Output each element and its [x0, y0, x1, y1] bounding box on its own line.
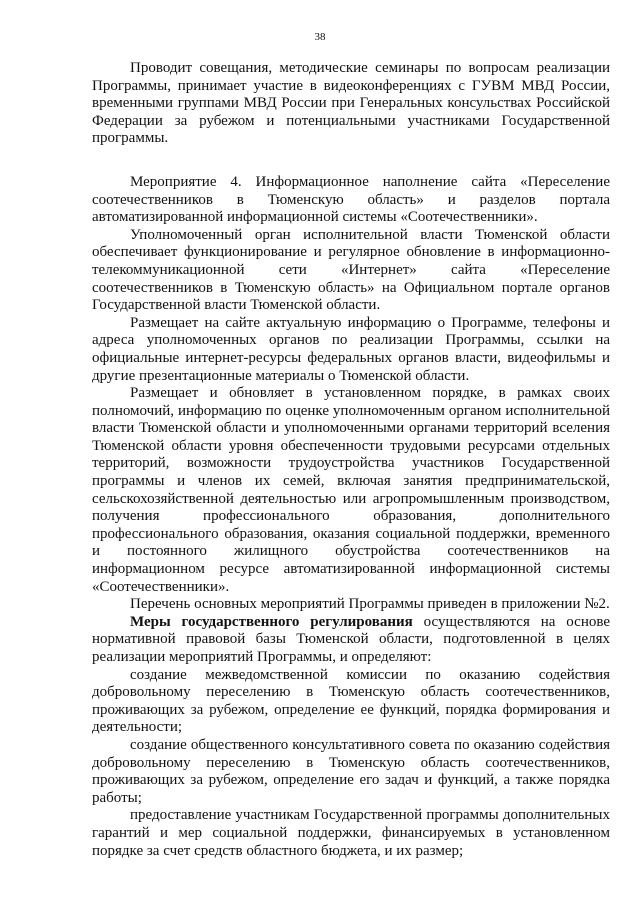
paragraph-additional-guarantees: предоставление участникам Государственной программы дополнительных гарантий и мер социальной поддержки, финансируемых в установленном порядке за счет средств областного бюджета, и их размер; [92, 807, 610, 859]
paragraph-gap [92, 148, 610, 174]
document-body [92, 60, 610, 860]
paragraph-measure-4: Мероприятие 4. Информационное наполнение сайта «Переселение соотечественников в Тюменскую область» и разделов портала автоматизированной информационной системы «Соотечественники». [92, 173, 610, 226]
paragraph-site-info: Размещает на сайте актуальную информацию о Программе, телефоны и адреса уполномоченных органов по реализации Программы, ссылки на официальные интернет-ресурсы федеральных органов власти, видеофильмы и другие презентационные материалы о Тюменской области. [92, 314, 610, 384]
paragraph-authorized-body: Уполномоченный орган исполнительной власти Тюменской области обеспечивает функционирование и регулярное обновление в информационно-телекоммуникационной сети «Интернет» сайта «Переселение соотечественников в Тюменскую область» на Официальном портале органов Государственной власти Тюменской области. [92, 226, 610, 314]
paragraph-list-of-measures: Перечень основных мероприятий Программы приведен в приложении №2. [130, 596, 610, 613]
paragraph-meetings: Проводит совещания, методические семинары по вопросам реализации Программы, принимает участие в видеоконференциях с ГУВМ МВД России, временными группами МВД России при Генеральных консульствах Российской Федерации за рубежом и потенциальными участниками Государственной программы. [92, 60, 610, 147]
state-regulation-text: осуществляются на основе нормативной правовой базы Тюменской области, подготовленной в целях реализации мероприятий Программы, и определяют: [92, 613, 610, 665]
paragraph-advisory-council: создание общественного консультативного совета по оказанию содействия добровольному переселению в Тюменскую область соотечественников, проживающих за рубежом, определение его задач и функций, а также порядка работы; [92, 736, 610, 806]
state-regulation-heading: Меры государственного регулирования [130, 613, 413, 630]
page-number: 38 [314, 31, 326, 43]
paragraph-state-regulation [92, 614, 610, 667]
paragraph-publishes-updates: Размещает и обновляет в установленном порядке, в рамках своих полномочий, информацию по оценке уполномоченным органом исполнительной власти Тюменской области и уполномоченными органами территорий вселения Тюменской области уровня обеспеченности трудовыми ресурсами отдельных территорий, возможности трудоустройства участников Государственной программы и членов их семей, включая занятия предпринимательской, сельскохозяйственной деятельностью или агропромышленным производством, получения профессионального образования, дополнительного профессионального образования, оказания социальной поддержки, временного и постоянного жилищного обустройства соотечественников на информационном ресурсе автоматизированной информационной системы «Соотечественники». [92, 385, 610, 595]
paragraph-interagency-commission: создание межведомственной комиссии по оказанию содействия добровольному переселению в Тюменскую область соотечественников, проживающих за рубежом, определение ее функций, порядка формирования и деятельности; [92, 666, 610, 736]
